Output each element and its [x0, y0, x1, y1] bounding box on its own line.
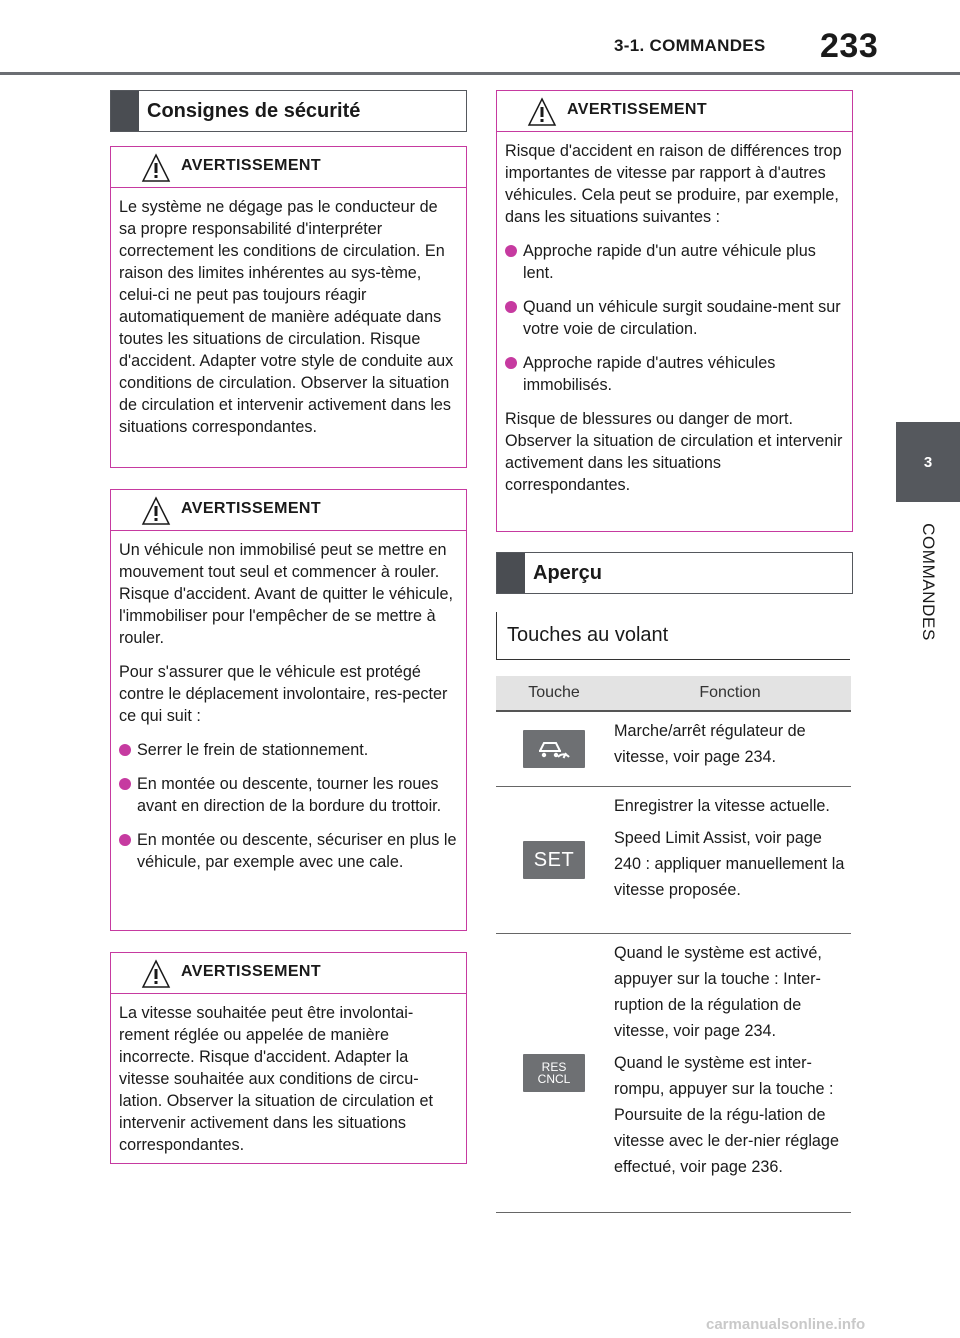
warning-triangle-icon — [141, 153, 171, 183]
page-number: 233 — [820, 27, 879, 65]
bullet-item: Approche rapide d'un autre véhicule plus lent. — [505, 240, 844, 284]
key-cell — [496, 712, 612, 786]
header-divider — [0, 72, 960, 75]
warning-box-2 — [110, 489, 467, 931]
section-marker — [111, 91, 139, 131]
warning-header — [111, 953, 466, 994]
function-cell — [612, 787, 850, 933]
function-text: Marche/arrêt régulateur de vitesse, voir page 234. — [614, 722, 806, 766]
function-cell — [612, 712, 850, 786]
cruise-control-key — [523, 730, 585, 768]
warning-title: AVERTISSEMENT — [181, 157, 322, 174]
section-marker — [497, 553, 525, 593]
warning-triangle-icon — [141, 959, 171, 989]
chapter-tab — [896, 422, 960, 502]
warning-header — [111, 490, 466, 531]
warning-paragraph: La vitesse souhaitée peut être involontai-rement réglée ou appelée de manière incorrecte. Risque d'accident. Adapter la vitesse souhaitée aux conditions de circu-lation. Observer la situation de circulation et intervenir activement dans les situations correspondantes. — [119, 1004, 434, 1154]
function-text: Speed Limit Assist, voir page 240 : appliquer manuellement la vitesse proposée. — [614, 829, 845, 899]
warning-paragraph: Un véhicule non immobilisé peut se mettre en mouvement tout seul et commencer à rouler. Risque d'accident. Avant de quitter le véhicule, l'immobiliser pour l'empêcher de se mettre à rouler. — [119, 541, 453, 647]
key-cell — [496, 787, 612, 933]
warning-box-4 — [496, 90, 853, 532]
warning-triangle-icon — [527, 97, 557, 127]
bullet-item: Quand un véhicule surgit soudaine-ment sur votre voie de circulation. — [505, 296, 844, 340]
warning-body — [111, 531, 466, 883]
warning-title: AVERTISSEMENT — [567, 101, 708, 118]
warning-triangle-icon — [141, 496, 171, 526]
watermark: carmanualsonline.info — [706, 1316, 866, 1333]
warning-title: AVERTISSEMENT — [181, 500, 322, 517]
table-row — [496, 787, 851, 934]
warning-paragraph: Risque d'accident en raison de différences trop importantes de vitesse par rapport à d'autres véhicules. Cela peut se produire, par exemple, dans les situations suivantes : — [505, 142, 842, 226]
chapter-label-text: COMMANDES — [919, 523, 939, 641]
section-title: Consignes de sécurité — [147, 99, 361, 122]
table-row — [496, 712, 851, 787]
column-header-key: Touche — [528, 684, 580, 701]
function-text: Enregistrer la vitesse actuelle. — [614, 797, 830, 815]
steering-wheel-keys-table — [496, 676, 851, 1213]
section-heading-overview — [496, 552, 853, 594]
table-header — [496, 676, 851, 712]
set-key: SET — [523, 841, 585, 879]
bullet-item: Serrer le frein de stationnement. — [119, 739, 458, 761]
column-header-function: Fonction — [699, 684, 761, 701]
table-row — [496, 934, 851, 1213]
warning-paragraph: Pour s'assurer que le véhicule est protégé contre le déplacement involontaire, res-pecter ce qui suit : — [119, 663, 448, 725]
bullet-item: Approche rapide d'autres véhicules immobilisés. — [505, 352, 844, 396]
cruise-control-icon — [536, 737, 572, 761]
warning-paragraph: Risque de blessures ou danger de mort. Observer la situation de circulation et intervenir activement dans les situations correspondantes. — [505, 410, 843, 494]
cncl-label: CNCL — [537, 1072, 571, 1086]
key-cell — [496, 934, 612, 1212]
warning-body — [111, 188, 466, 448]
warning-header — [111, 147, 466, 188]
warning-body — [111, 994, 466, 1166]
warning-paragraph: Le système ne dégage pas le conducteur de sa propre responsabilité d'interpréter correctement les conditions de circulation. En raison des limites inhérentes au sys-tème, celui-ci ne peut pas toujours réagir automatiquement de manière adéquate dans toutes les situations de circulation. Risque d'accident. Adapter votre style de conduite aux conditions de circulation. Observer la situation de circulation et intervenir activement dans les situations correspondantes. — [119, 198, 454, 436]
bullet-item: En montée ou descente, sécuriser en plus le véhicule, par exemple avec une cale. — [119, 829, 458, 873]
running-header: 3-1. COMMANDES — [614, 36, 766, 55]
function-text: Quand le système est inter-rompu, appuyer sur la touche : Poursuite de la régu-lation de vitesse avec le der-nier réglage effectué, voir page 236. — [614, 1054, 839, 1176]
function-cell — [612, 934, 850, 1212]
warning-box-1 — [110, 146, 467, 468]
res-label: RES — [541, 1060, 567, 1074]
warning-box-3 — [110, 952, 467, 1164]
chapter-label — [880, 512, 960, 652]
function-text: Quand le système est activé, appuyer sur la touche : Inter-ruption de la régulation de vitesse, voir page 234. — [614, 944, 822, 1040]
section-title: Aperçu — [533, 561, 602, 584]
bullet-item: En montée ou descente, tourner les roues avant en direction de la bordure du trottoir. — [119, 773, 458, 817]
warning-title: AVERTISSEMENT — [181, 963, 322, 980]
section-heading-safety — [110, 90, 467, 132]
res-cncl-key — [523, 1054, 585, 1092]
warning-header — [497, 91, 852, 132]
subsection-title: Touches au volant — [496, 612, 850, 660]
chapter-number: 3 — [923, 453, 933, 471]
warning-body — [497, 132, 852, 506]
